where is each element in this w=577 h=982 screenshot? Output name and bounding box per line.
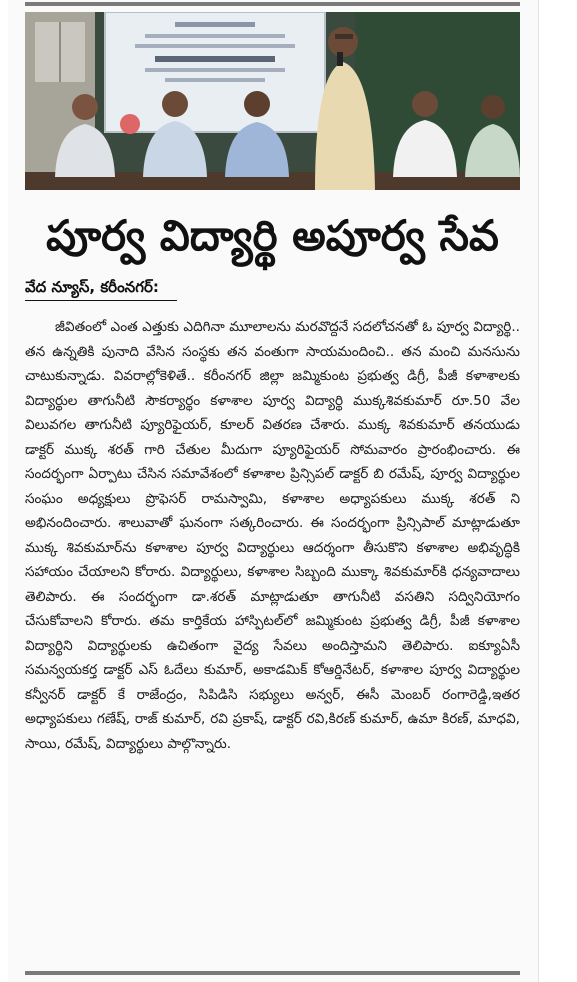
byline: వేద న్యూస్, కరీంనగర్: [25, 278, 159, 296]
bottom-rule [25, 971, 520, 975]
event-photo-illustration [25, 12, 520, 190]
byline-underline [25, 300, 177, 301]
article-body: జీవితంలో ఎంత ఎత్తుకు ఎదిగినా మూలాలను మరవొద్దనే సదలోచనతో ఓ పూర్వ విద్యార్థి.. తన ఉన్నతికి పునాది వేసిన సంస్థకు తన వంతుగా సాయమందించి.. తన మంచి మనసును చాటుకున్నాడు. వివరాల్లోకెళితే.. కరీంనగర్ జిల్లా జమ్మికుంట ప్రభుత్వ డిగ్రీ, పీజీ కళాశాలకు విద్యార్థుల తాగునీటి సౌకర్యార్థం కళాశాల పూర్వ విద్యార్థి ముక్కశివకుమార్ రూ.50 వేల విలువగల తాగునీటి ప్యూరిఫైయర్, కూలర్ వితరణ చేశారు. ముక్క శివకుమార్ తనయుడు డాక్టర్ ముక్క శరత్ గారి చేతుల మీదుగా ప్యూరిఫైయర్ సోమవారం ప్రారంభించారు. ఈ సందర్భంగా ఏర్పాటు చేసిన సమావేశంలో కళాశాల ప్రిన్సిపల్ డాక్టర్ బి రమేష్, పూర్వ విద్యార్థుల సంఘం అధ్యక్షులు ప్రొఫెసర్ రామస్వామి, కళాశాల అధ్యాపకులు ముక్క శరత్ ని అభినందించారు. శాలువాతో ఘనంగా సత్కరించారు. ఈ సందర్భంగా ప్రిన్సిపాల్ మాట్లాడుతూ ముక్క శివకుమార్‌ను కళాశాల పూర్వ విద్యార్థులు ఆదర్శంగా తీసుకొని కళాశాల అభివృద్ధికి సహాయం చేయాలని కోరారు. విద్యార్థులు, కళాశాల సిబ్బంది ముక్కా శివకుమార్‌కి ధన్యవాదాలు తెలిపారు. ఈ సందర్భంగా డా.శరత్ మాట్లాడుతూ తాగునీటి వసతిని సద్వినియోగం చేసుకోవాలని కోరారు. తమ కార్తికేయ హాస్పిటల్‌లో జమ్మికుంట ప్రభుత్వ డిగ్రీ, పీజీ కళాశాల విద్యార్థిని విద్యార్థులకు ఉచితంగా వైద్య సేవలు అందిస్తామని తెలిపారు. ఐక్యూఏసీ సమన్వయకర్త డాక్టర్ ఎస్ ఓదేలు కుమార్, అకాడమిక్ కోఆర్డినేటర్, కళాశాల పూర్వ విద్యార్థుల కన్వీనర్ డాక్టర్ కే రాజేంద్రం, సిపిడిసి సభ్యులు అన్వర్, ఈసీ మెంబర్ రంగారెడ్డి,ఇతర అధ్యాపకులు గణేష్, రాజ్ కుమార్, రవి ప్రకాష్, డాక్టర్ రవి,కిరణ్ కుమార్, ఉమా కిరణ్, మాధవి, సాయి, రమేష్, విద్యార్థులు పాల్గొన్నారు. [25, 319, 520, 752]
top-rule [25, 2, 520, 6]
news-photo [25, 12, 520, 190]
headline: పూర్వ విద్యార్థి అపూర్వ సేవ [46, 211, 499, 260]
